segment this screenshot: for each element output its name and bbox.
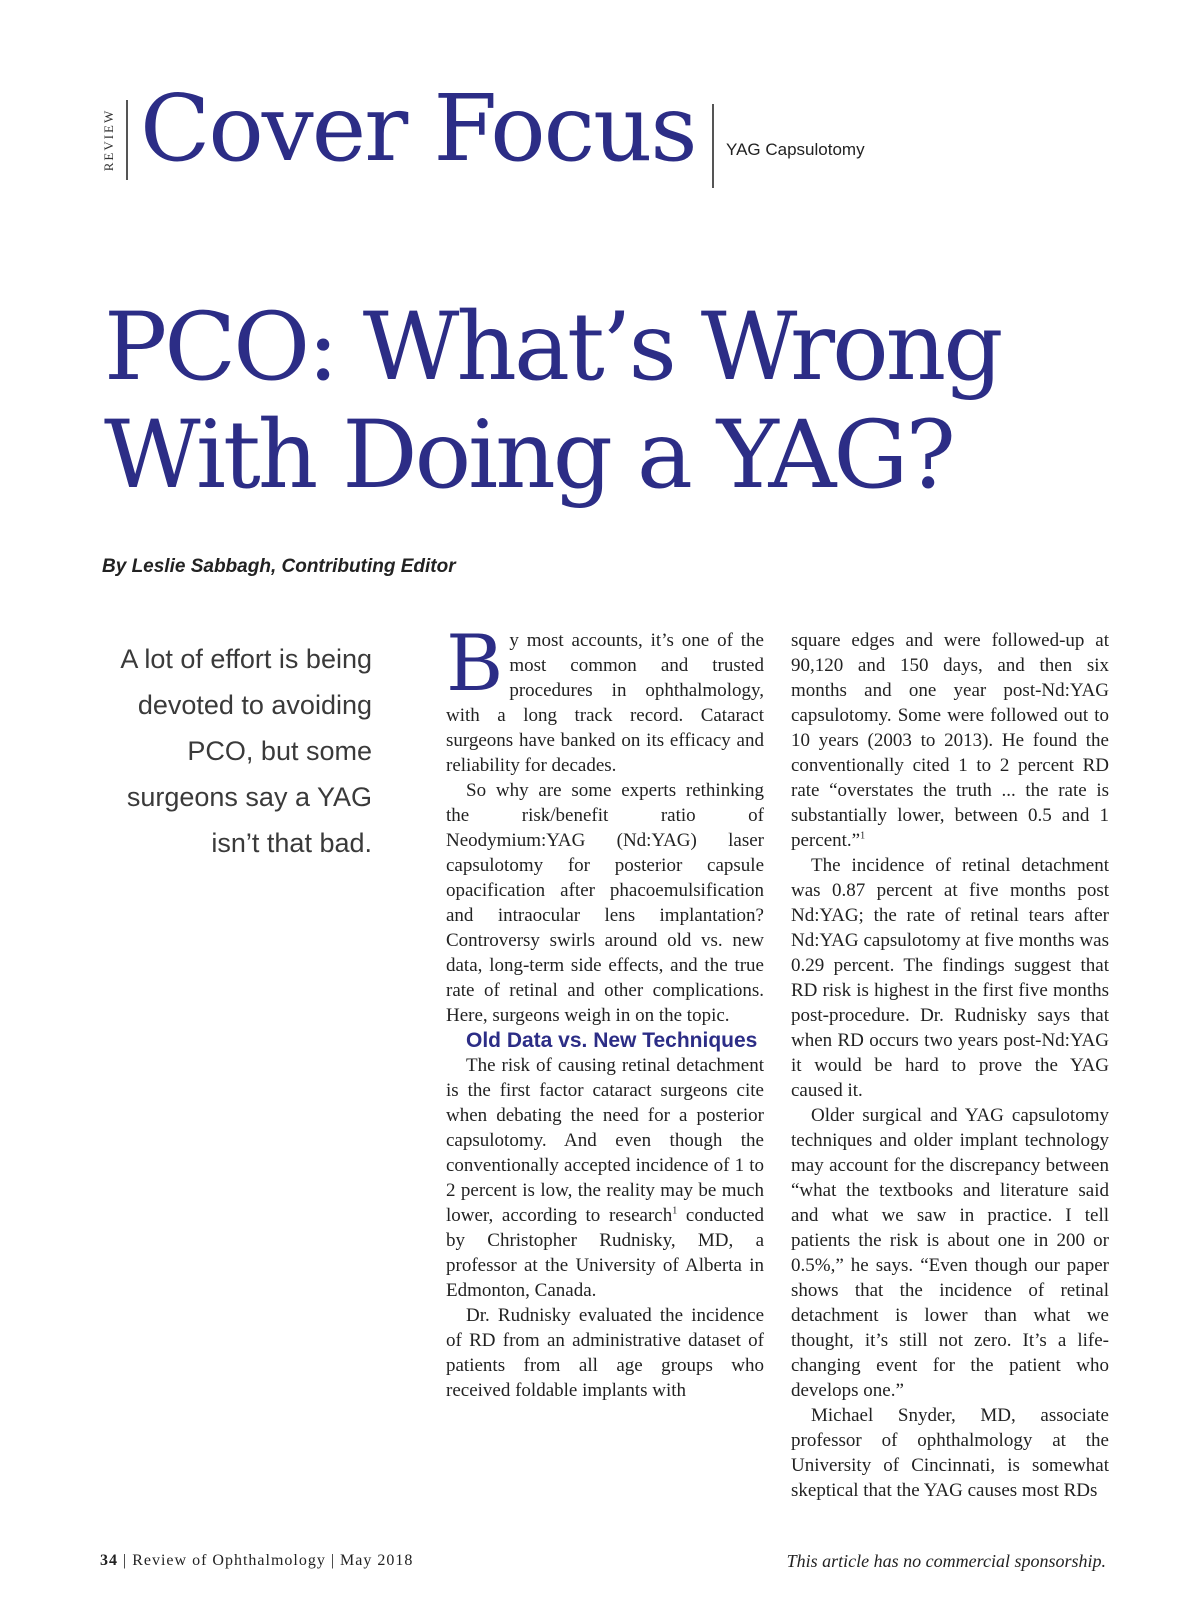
paragraph: Older surgical and YAG capsulotomy techniques and older implant technology may account for the discrepancy between “what the textbooks and literature said and what we saw in practice. I tell patients the risk is about one in 200 or 0.5%,” he says. “Even though our paper shows that the incidence of retinal detachment is lower than what we thought, it’s still not zero. It’s a life-changing event for the patient who develops one.”: [791, 1105, 1109, 1401]
section-title: Cover Focus: [140, 75, 696, 182]
footer-folio: [100, 1552, 413, 1570]
paragraph: [446, 619, 764, 778]
article-headline: [104, 294, 1104, 510]
page-number: 34: [100, 1552, 118, 1569]
pull-quote: A lot of effort is being devoted to avoiding PCO, but some surgeons say a YAG isn’t that bad.: [120, 644, 372, 858]
section-topic: YAG Capsulotomy: [726, 140, 865, 159]
paragraph: Michael Snyder, MD, associate professor of ophthalmology at the University of Cincinnati, is somewhat skeptical that the YAG causes most RDs: [791, 1405, 1109, 1501]
drop-cap: B: [446, 619, 504, 709]
header-divider: [712, 104, 714, 188]
review-label: REVIEW: [101, 108, 116, 172]
article-column-1: [446, 619, 765, 1403]
publication-info: | Review of Ophthalmology | May 2018: [118, 1552, 414, 1569]
headline-line-2: With Doing a YAG?: [104, 401, 953, 510]
citation-marker: 1: [860, 830, 866, 842]
paragraph-text: square edges and were followed-up at 90,120 and 150 days, and then six months and one year post-Nd:YAG capsulotomy. Some were followed out to 10 years (2003 to 2013). He found the conventionally cited 1 to 2 percent RD rate “overstates the truth ... the rate is substantially lower, between 0.5 and 1 percent.”: [791, 630, 1109, 851]
byline: By Leslie Sabbagh, Contributing Editor: [102, 556, 456, 577]
paragraph: [791, 628, 1109, 853]
article-column-2: [791, 628, 1109, 1503]
paragraph-text: y most accounts, it’s one of the most common and trusted procedures in ophthalmology, with a long track record. Cataract surgeons have banked on its efficacy and reliability for decades.: [446, 630, 764, 776]
paragraph: So why are some experts rethinking the risk/benefit ratio of Neodymium:YAG (Nd:YAG) laser capsulotomy for posterior capsule opacification after phacoemulsification and intraocular lens implantation? Controversy swirls around old vs. new data, long-term side effects, and the true rate of retinal and other complications. Here, surgeons weigh in on the topic.: [446, 780, 764, 1026]
headline-line-1: PCO: What’s Wrong: [104, 293, 1001, 402]
subheading: Old Data vs. New Techniques: [466, 1029, 758, 1052]
review-label-bar: [96, 100, 128, 180]
paragraph: Dr. Rudnisky evaluated the incidence of RD from an administrative dataset of patients from all age groups who received foldable implants with: [446, 1305, 764, 1401]
paragraph: [446, 1053, 764, 1303]
paragraph-text: The risk of causing retinal detachment is the first factor cataract surgeons cite when debating the need for a posterior capsulotomy. And even though the conventionally accepted incidence of 1 to 2 percent is low, the reality may be much lower, according to research: [446, 1055, 764, 1226]
paragraph-text: conducted by Christopher Rudnisky, MD, a professor at the University of Alberta in Edmonton, Canada.: [446, 1205, 765, 1301]
paragraph: The incidence of retinal detachment was 0.87 percent at five months post Nd:YAG; the rate of retinal tears after Nd:YAG capsulotomy at five months was 0.29 percent. The findings suggest that RD risk is highest in the first five months post-procedure. Dr. Rudnisky says that when RD occurs two years post-Nd:YAG it would be hard to prove the YAG caused it.: [791, 855, 1109, 1101]
citation-marker: 1: [672, 1205, 678, 1217]
sponsorship-note: This article has no commercial sponsorship.: [786, 1551, 1106, 1571]
